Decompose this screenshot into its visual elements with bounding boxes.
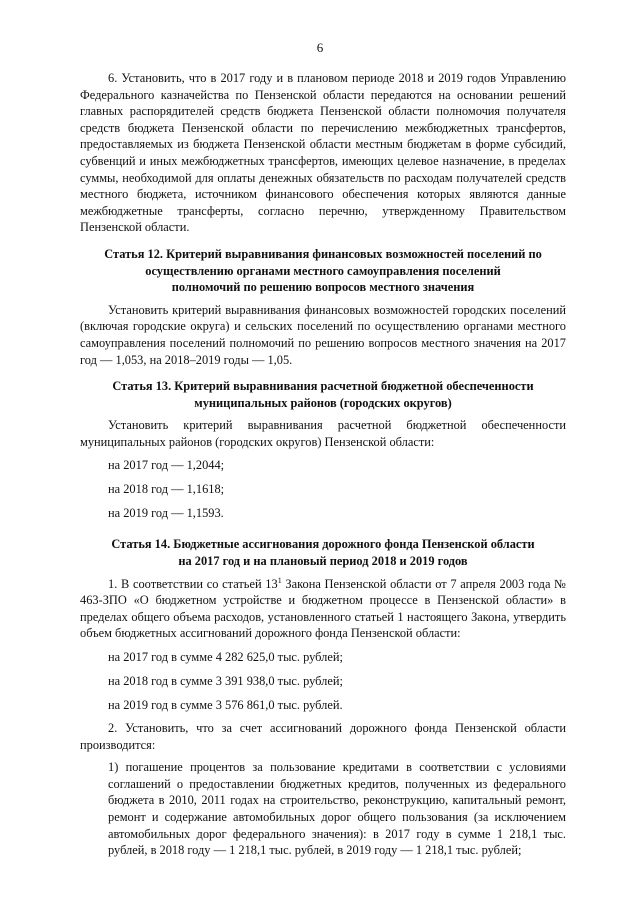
list-item: на 2018 год в сумме 3 391 938,0 тыс. рублей; xyxy=(108,674,343,689)
heading-line: осуществлению органами местного самоуправления поселений xyxy=(145,263,501,278)
document-body xyxy=(80,70,566,859)
paragraph-6: 6. Установить, что в 2017 году и в плановом периоде 2018 и 2019 годов Управлению Федерального казначейства по Пензенской области передаются на основании решений главных распорядителей средств бюджета Пензенской области полномочия получателя средств бюджета Пензенской области по перечислению межбюджетных трансфертов, предоставляемых из бюджета Пензенской области местным бюджетам в форме субсидий, субвенций и иных межбюджетных трансфертов, имеющих целевое назначение, в пределах суммы, необходимой для оплаты денежных обязательств по расходам получателей средств местного бюджета, источником финансового обеспечения которых являются данные межбюджетные трансферты, согласно перечню, утвержденному Правительством Пензенской области. xyxy=(80,71,566,235)
heading-line: муниципальных районов (городских округов) xyxy=(194,395,452,410)
heading-line: Статья 13. Критерий выравнивания расчетной бюджетной обеспеченности xyxy=(112,379,534,394)
heading-line: на 2017 год и на плановый период 2018 и 2019 годов xyxy=(178,554,468,569)
text: Закона Пензенской области от 7 апреля 2003 года № 463-ЗПО «О бюджетном устройстве и бюджетном процессе в Пензенской области» в пределах общего объема расходов, установленного статьей 1 настоящего Закона, утвердить объем бюджетных ассигнований дорожного фонда Пензенской области: xyxy=(80,576,566,641)
article-13-heading xyxy=(80,378,566,411)
list-item: на 2017 год — 1,2044; xyxy=(108,458,225,473)
article-14-paragraph-2: 2. Установить, что за счет ассигнований дорожного фонда Пензенской области производится: xyxy=(80,721,566,752)
heading-line: Статья 12. Критерий выравнивания финансовых возможностей поселений по xyxy=(104,246,542,261)
page-number: 6 xyxy=(316,40,324,55)
article-12-text: Установить критерий выравнивания финансовых возможностей городских поселений (включая городские округа) и сельских поселений по осуществлению органами местного самоуправления поселений полномочий по решению вопросов местного значения на 2017 год — 1,053, на 2018–2019 годы — 1,05. xyxy=(80,302,566,367)
article-14-paragraph-1 xyxy=(80,576,566,642)
list-item: на 2018 год — 1,1618; xyxy=(108,482,225,497)
list-item: на 2017 год в сумме 4 282 625,0 тыс. рублей; xyxy=(108,650,343,665)
text: 1. В соответствии со статьей 13 xyxy=(108,576,278,591)
article-13-text: Установить критерий выравнивания расчетной бюджетной обеспеченности муниципальных районов (городских округов) Пензенской области: xyxy=(80,418,566,449)
list-item: на 2019 год — 1,1593. xyxy=(108,506,224,521)
heading-line: полномочий по решению вопросов местного значения xyxy=(171,280,475,295)
heading-line: Статья 14. Бюджетные ассигнования дорожного фонда Пензенской области xyxy=(111,537,535,552)
article-14-subitem-1: 1) погашение процентов за пользование кредитами в соответствии с условиями соглашений о предоставлении бюджетных кредитов, полученных из федерального бюджета в 2010, 2011 годах на строительство, реконструкцию, капитальный ремонт, ремонт и содержание автомобильных дорог общего пользования (за исключением автомобильных дорог федерального значения): в 2017 году в сумме 1 218,1 тыс. рублей, в 2018 году — 1 218,1 тыс. рублей, в 2019 году — 1 218,1 тыс. рублей; xyxy=(108,760,566,858)
superscript: 1 xyxy=(277,575,282,585)
list-item: на 2019 год в сумме 3 576 861,0 тыс. рублей. xyxy=(108,698,343,713)
article-12-heading xyxy=(80,246,566,296)
article-14-heading xyxy=(80,536,566,569)
